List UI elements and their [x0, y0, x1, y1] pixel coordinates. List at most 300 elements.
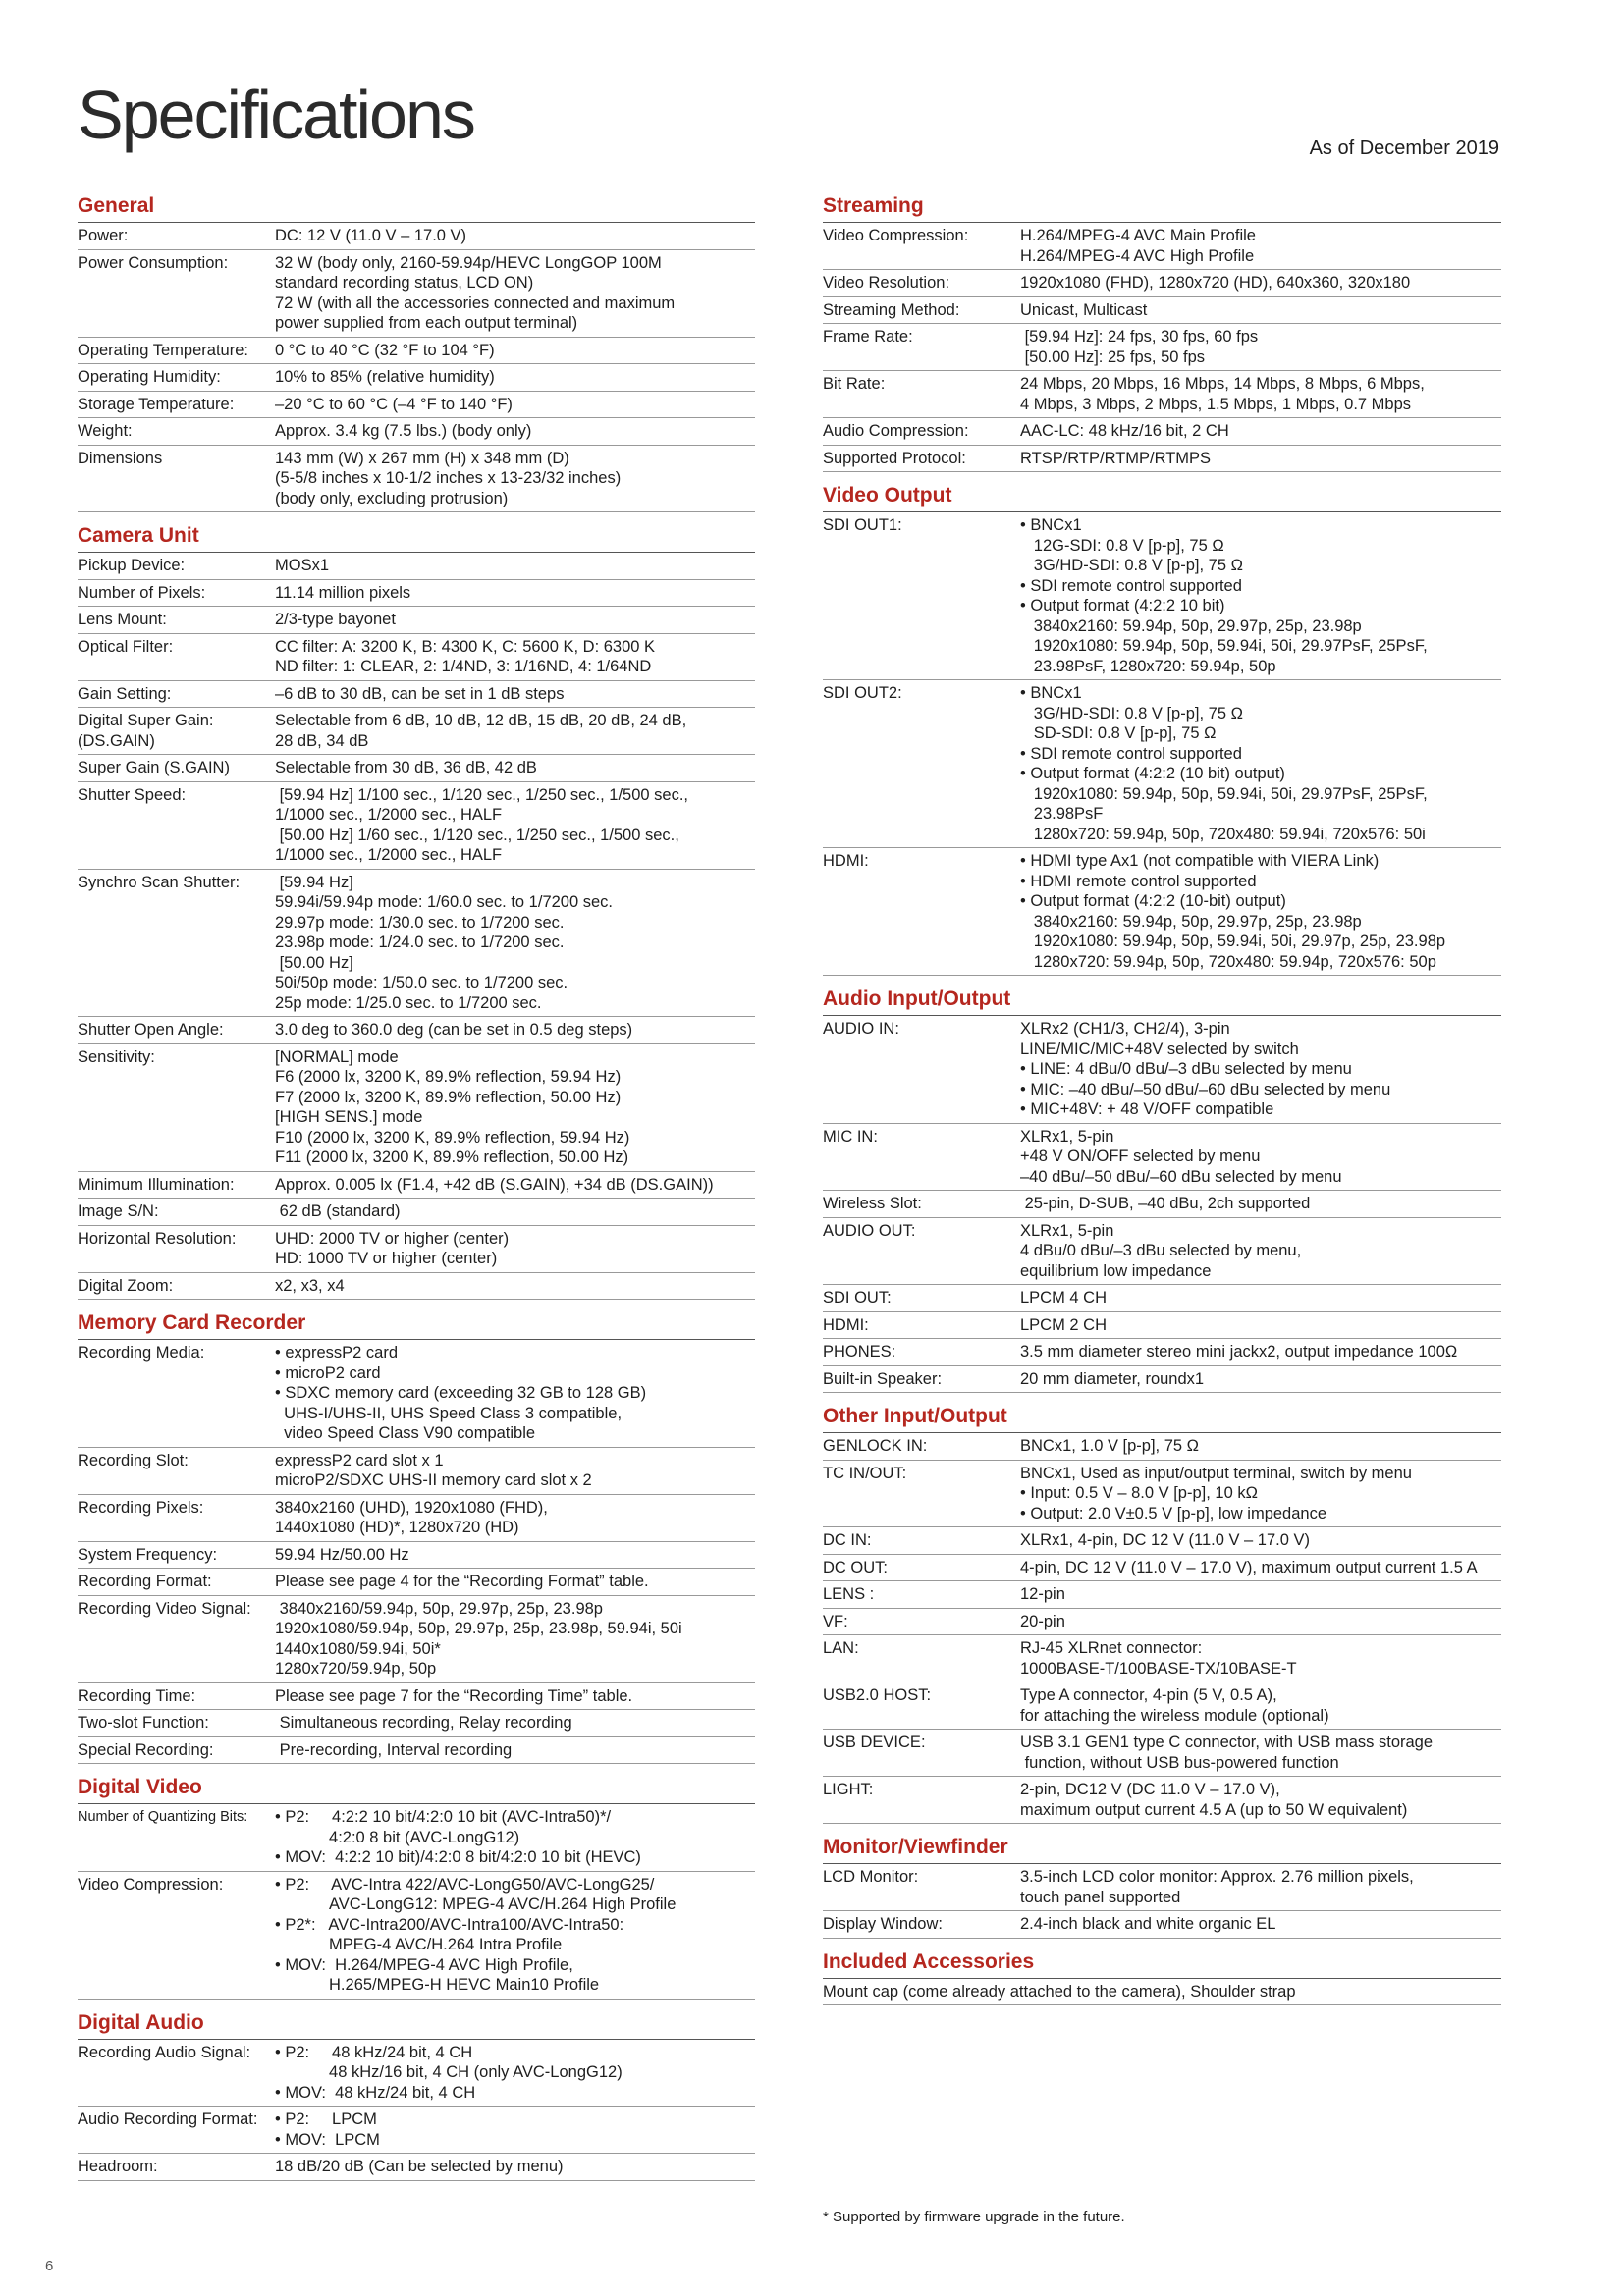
spec-value-line: ND filter: 1: CLEAR, 2: 1/4ND, 3: 1/16ND, 4: 1/64ND — [275, 658, 652, 675]
spec-value-line: DC: 12 V (11.0 V – 17.0 V) — [275, 227, 467, 244]
spec-row — [823, 1527, 1501, 1555]
spec-label: Video Resolution: — [823, 274, 950, 292]
spec-row — [823, 1777, 1501, 1824]
spec-label: PHONES: — [823, 1343, 896, 1361]
spec-value-line: • MOV: 48 kHz/24 bit, 4 CH — [275, 2083, 476, 2102]
spec-value — [275, 1451, 755, 1491]
spec-label: Synchro Scan Shutter: — [78, 873, 241, 891]
spec-value-line: 28 dB, 34 dB — [275, 731, 369, 750]
spec-value-line: expressP2 card slot x 1 — [275, 1451, 444, 1469]
spec-value-line: CC filter: A: 3200 K, B: 4300 K, C: 5600 K, D: 6300 K — [275, 637, 656, 656]
spec-label: Recording Slot: — [78, 1451, 189, 1469]
spec-value-line: 4 dBu/0 dBu/–3 dBu selected by menu, — [1020, 1242, 1302, 1259]
spec-row — [823, 1911, 1501, 1939]
spec-value-line: • expressP2 card — [275, 1344, 398, 1362]
section-included-accessories — [823, 1949, 1501, 2006]
spec-value-line: 4 Mbps, 3 Mbps, 2 Mbps, 1.5 Mbps, 1 Mbps, 0.7 Mbps — [1020, 395, 1412, 413]
spec-value — [1020, 851, 1501, 972]
spec-value-line: Mount cap (come already attached to the camera), Shoulder strap — [823, 1982, 1296, 2001]
section-heading: Other Input/Output — [823, 1403, 1501, 1433]
spec-value — [275, 1572, 755, 1592]
spec-value-line: +48 V ON/OFF selected by menu — [1020, 1148, 1261, 1165]
spec-value — [275, 1875, 755, 1996]
spec-value-line: F11 (2000 lx, 3200 K, 89.9% reflection, 50.00 Hz) — [275, 1148, 629, 1166]
spec-value — [275, 226, 755, 246]
spec-value-line: LPCM 2 CH — [1020, 1315, 1108, 1334]
spec-value — [275, 758, 755, 778]
spec-row — [823, 297, 1501, 325]
spec-label: Shutter Speed: — [78, 785, 187, 804]
spec-value-line: 3.5-inch LCD color monitor: Approx. 2.76 million pixels, — [1020, 1868, 1414, 1886]
spec-row — [78, 1683, 755, 1711]
spec-label: Horizontal Resolution: — [78, 1229, 237, 1248]
spec-value — [275, 1740, 755, 1761]
spec-value-line: • MOV: LPCM — [275, 2130, 380, 2149]
spec-label: DC OUT: — [823, 1558, 888, 1576]
spec-value-line: [59.94 Hz] — [275, 873, 353, 891]
spec-row — [78, 708, 755, 755]
spec-row — [823, 1461, 1501, 1528]
spec-label: Built-in Speaker: — [823, 1369, 943, 1388]
spec-value-line: –6 dB to 30 dB, can be set in 1 dB steps — [275, 684, 565, 703]
spec-label: System Frequency: — [78, 1545, 218, 1564]
spec-value-line: 3.0 deg to 360.0 deg (can be set in 0.5 deg steps) — [275, 1021, 633, 1039]
section-heading: General — [78, 192, 755, 223]
spec-value — [275, 2157, 755, 2177]
spec-row — [823, 1312, 1501, 1340]
section-camera-unit — [78, 522, 755, 1300]
spec-value-line: Approx. 3.4 kg (7.5 lbs.) (body only) — [275, 422, 532, 440]
spec-label: DC IN: — [823, 1531, 872, 1549]
spec-row — [823, 848, 1501, 976]
spec-value-line: 23.98PsF — [1020, 805, 1104, 823]
spec-value-line: 59.94i/59.94p mode: 1/60.0 sec. to 1/7200 sec. — [275, 893, 613, 911]
spec-row — [78, 223, 755, 250]
spec-value-line: 23.98p mode: 1/24.0 sec. to 1/7200 sec. — [275, 934, 565, 951]
spec-row — [78, 1804, 755, 1872]
spec-value-line: –40 dBu/–50 dBu/–60 dBu selected by menu — [1020, 1167, 1342, 1186]
spec-value-line: 20 mm diameter, roundx1 — [1020, 1369, 1205, 1388]
spec-row — [78, 634, 755, 681]
spec-label: Sensitivity: — [78, 1047, 155, 1066]
spec-value-line: 3G/HD-SDI: 0.8 V [p-p], 75 Ω — [1020, 704, 1243, 722]
spec-value — [275, 711, 755, 751]
spec-value-line: UHD: 2000 TV or higher (center) — [275, 1229, 510, 1248]
spec-label: LCD Monitor: — [823, 1868, 919, 1886]
spec-row — [78, 446, 755, 513]
spec-value-line: • BNCx1 — [1020, 684, 1082, 702]
spec-value-line: 1280x720: 59.94p, 50p, 720x480: 59.94i, 720x576: 50i — [1020, 825, 1426, 843]
spec-value — [1020, 515, 1501, 676]
spec-value-line: standard recording status, LCD ON) — [275, 274, 534, 292]
spec-value — [275, 2043, 755, 2104]
section-video-output — [823, 482, 1501, 976]
spec-row — [78, 580, 755, 608]
spec-value-line: [50.00 Hz] 1/60 sec., 1/120 sec., 1/250 sec., 1/500 sec., — [275, 826, 679, 844]
spec-label: Recording Audio Signal: — [78, 2043, 251, 2061]
spec-value-line: Please see page 4 for the “Recording Format” table. — [275, 1573, 649, 1590]
spec-value-line: XLRx1, 5-pin — [1020, 1221, 1114, 1240]
spec-value-line: maximum output current 4.5 A (up to 50 W equivalent) — [1020, 1800, 1408, 1819]
spec-value-line: AAC-LC: 48 kHz/16 bit, 2 CH — [1020, 422, 1229, 440]
spec-value — [1020, 421, 1501, 442]
spec-value — [1020, 1780, 1501, 1820]
spec-label: Storage Temperature: — [78, 395, 235, 413]
spec-value — [275, 1807, 755, 1868]
spec-label: SDI OUT1: — [823, 516, 902, 534]
spec-value — [275, 1545, 755, 1566]
spec-value-line: function, without USB bus-powered function — [1020, 1753, 1339, 1772]
spec-value-line: 1440x1080/59.94i, 50i* — [275, 1639, 441, 1658]
spec-row — [78, 418, 755, 446]
spec-value — [275, 1686, 755, 1707]
spec-value-line: • HDMI remote control supported — [1020, 872, 1257, 890]
spec-value-line: Unicast, Multicast — [1020, 300, 1148, 319]
spec-label: SDI OUT2: — [823, 684, 902, 702]
spec-value-line: 50i/50p mode: 1/50.0 sec. to 1/7200 sec. — [275, 974, 568, 991]
spec-row — [78, 553, 755, 580]
spec-label: USB2.0 HOST: — [823, 1686, 932, 1704]
spec-value-line: • LINE: 4 dBu/0 dBu/–3 dBu selected by menu — [1020, 1060, 1352, 1078]
spec-value-line: RJ-45 XLRnet connector: — [1020, 1639, 1203, 1657]
spec-row — [823, 1581, 1501, 1609]
spec-value — [1020, 1369, 1501, 1390]
spec-value-line: 1920x1080: 59.94p, 50p, 59.94i, 50i, 29.97PsF, 25PsF, — [1020, 637, 1428, 655]
spec-value-line: • Output: 2.0 V±0.5 V [p-p], low impedance — [1020, 1504, 1327, 1522]
spec-row — [78, 1542, 755, 1570]
spec-label: Gain Setting: — [78, 684, 172, 703]
spec-value-line: 12-pin — [1020, 1585, 1065, 1603]
spec-value — [275, 1020, 755, 1041]
section-other-input-output — [823, 1403, 1501, 1824]
section-heading: Memory Card Recorder — [78, 1309, 755, 1340]
spec-label: Number of Quantizing Bits: — [78, 1809, 248, 1825]
spec-label: Operating Humidity: — [78, 368, 221, 386]
spec-value-line: [50.00 Hz] — [275, 953, 353, 972]
spec-value — [823, 1982, 1501, 2002]
spec-value-line: 3840x2160: 59.94p, 50p, 29.97p, 25p, 23.98p — [1020, 616, 1362, 635]
spec-value-line: • microP2 card — [275, 1363, 381, 1382]
section-heading: Video Output — [823, 482, 1501, 512]
spec-label: Display Window: — [823, 1915, 943, 1933]
spec-value-line: 24 Mbps, 20 Mbps, 16 Mbps, 14 Mbps, 8 Mbps, 6 Mbps, — [1020, 375, 1425, 393]
spec-value — [275, 1713, 755, 1734]
page-number: 6 — [45, 2258, 54, 2274]
spec-value-line: 0 °C to 40 °C (32 °F to 104 °F) — [275, 341, 495, 359]
spec-value-line: 12G-SDI: 0.8 V [p-p], 75 Ω — [1020, 536, 1224, 555]
spec-value-line: video Speed Class V90 compatible — [275, 1424, 536, 1442]
spec-value — [1020, 1019, 1501, 1120]
spec-value-line: USB 3.1 GEN1 type C connector, with USB mass storage — [1020, 1734, 1434, 1751]
spec-label: Lens Mount: — [78, 611, 167, 628]
spec-label: LAN: — [823, 1639, 859, 1657]
spec-row — [823, 1339, 1501, 1366]
spec-row — [823, 270, 1501, 297]
spec-value — [275, 421, 755, 442]
spec-value — [275, 684, 755, 705]
spec-row — [78, 1448, 755, 1495]
spec-value — [275, 1175, 755, 1196]
spec-row — [823, 680, 1501, 848]
spec-value-line: (body only, excluding protrusion) — [275, 489, 509, 507]
spec-label: Frame Rate: — [823, 328, 913, 346]
spec-value — [1020, 1221, 1501, 1282]
spec-value-line: 25-pin, D-SUB, –40 dBu, 2ch supported — [1020, 1195, 1311, 1212]
spec-value-line: XLRx1, 4-pin, DC 12 V (11.0 V – 17.0 V) — [1020, 1531, 1311, 1549]
as-of-date: As of December 2019 — [1309, 137, 1499, 159]
spec-row — [78, 2040, 755, 2108]
spec-value — [1020, 1612, 1501, 1632]
spec-value — [1020, 1584, 1501, 1605]
spec-row — [823, 446, 1501, 473]
spec-value-line: 48 kHz/16 bit, 4 CH (only AVC-LongG12) — [275, 2063, 623, 2081]
spec-value-line: microP2/SDXC UHS-II memory card slot x 2 — [275, 1471, 592, 1489]
spec-label: VF: — [823, 1612, 848, 1630]
section-audio-input-output — [823, 986, 1501, 1393]
spec-value — [275, 1229, 755, 1269]
footnote: * Supported by firmware upgrade in the future. — [823, 2209, 1125, 2225]
spec-value-line: • Output format (4:2:2 (10-bit) output) — [1020, 892, 1286, 910]
spec-value — [1020, 1315, 1501, 1336]
spec-value — [1020, 1342, 1501, 1362]
spec-value — [1020, 1288, 1501, 1308]
spec-label: Video Compression: — [78, 1875, 224, 1894]
spec-label: AUDIO OUT: — [823, 1221, 916, 1240]
spec-row — [78, 870, 755, 1018]
spec-label: Weight: — [78, 422, 133, 440]
spec-label: Number of Pixels: — [78, 583, 206, 602]
left-column — [78, 192, 755, 2191]
spec-row — [823, 1635, 1501, 1682]
spec-value — [275, 873, 755, 1014]
spec-value-line: F7 (2000 lx, 3200 K, 89.9% reflection, 50.00 Hz) — [275, 1088, 622, 1106]
spec-row — [823, 371, 1501, 418]
spec-row — [78, 2154, 755, 2181]
spec-label: Recording Time: — [78, 1686, 196, 1705]
spec-value — [275, 556, 755, 576]
spec-label: Image S/N: — [78, 1202, 159, 1220]
spec-value-line: Pre-recording, Interval recording — [275, 1740, 513, 1759]
spec-value — [275, 1343, 755, 1444]
spec-value — [1020, 1914, 1501, 1935]
spec-value-line: • MOV: 4:2:2 10 bit)/4:2:0 8 bit/4:2:0 10 bit (HEVC) — [275, 1848, 641, 1866]
spec-value-line: LPCM 4 CH — [1020, 1289, 1108, 1307]
spec-label: Recording Format: — [78, 1573, 212, 1590]
spec-value-line: 1/1000 sec., 1/2000 sec., HALF — [275, 846, 503, 864]
spec-value-line: 2.4-inch black and white organic EL — [1020, 1915, 1276, 1933]
spec-row — [78, 1044, 755, 1172]
spec-row — [823, 1191, 1501, 1218]
spec-label: Power: — [78, 227, 129, 244]
spec-value-line: • BNCx1 — [1020, 516, 1082, 534]
spec-value-line: 2-pin, DC12 V (DC 11.0 V – 17.0 V), — [1020, 1781, 1280, 1798]
spec-row — [823, 1433, 1501, 1461]
spec-value-line: H.264/MPEG-4 AVC High Profile — [1020, 246, 1255, 265]
spec-value-line: power supplied from each output terminal) — [275, 314, 578, 332]
spec-value-line: 10% to 85% (relative humidity) — [275, 368, 495, 386]
spec-value-line: Please see page 7 for the “Recording Time” table. — [275, 1686, 633, 1705]
spec-value-line: • MOV: H.264/MPEG-4 AVC High Profile, — [275, 1955, 573, 1974]
spec-value — [1020, 226, 1501, 266]
spec-value-line: 25p mode: 1/25.0 sec. to 1/7200 sec. — [275, 993, 542, 1012]
section-heading: Audio Input/Output — [823, 986, 1501, 1016]
section-streaming — [823, 192, 1501, 472]
spec-label: Recording Video Signal: — [78, 1599, 251, 1618]
section-general — [78, 192, 755, 512]
spec-label: AUDIO IN: — [823, 1020, 899, 1038]
spec-row — [78, 338, 755, 365]
spec-value — [1020, 1733, 1501, 1773]
spec-label: Recording Pixels: — [78, 1498, 204, 1517]
spec-label: GENLOCK IN: — [823, 1437, 928, 1455]
spec-value-line: • SDI remote control supported — [1020, 576, 1242, 595]
spec-value-line: • P2: 48 kHz/24 bit, 4 CH — [275, 2043, 473, 2061]
spec-value-line: SD-SDI: 0.8 V [p-p], 75 Ω — [1020, 724, 1217, 742]
spec-value-line: HD: 1000 TV or higher (center) — [275, 1250, 498, 1267]
spec-value-line: equilibrium low impedance — [1020, 1261, 1212, 1280]
spec-row — [78, 1172, 755, 1200]
spec-value-line: BNCx1, 1.0 V [p-p], 75 Ω — [1020, 1437, 1199, 1455]
spec-value — [1020, 1638, 1501, 1679]
spec-value-line: • P2: 4:2:2 10 bit/4:2:0 10 bit (AVC-Intra50)*/ — [275, 1808, 612, 1826]
spec-value — [275, 449, 755, 509]
spec-value-line: for attaching the wireless module (optional) — [1020, 1706, 1329, 1725]
spec-value — [275, 341, 755, 361]
spec-label: Supported Protocol: — [823, 449, 966, 467]
spec-value-line: AVC-LongG12: MPEG-4 AVC/H.264 High Profile — [275, 1896, 677, 1913]
spec-value-line: 29.97p mode: 1/30.0 sec. to 1/7200 sec. — [275, 913, 565, 932]
spec-value — [275, 1498, 755, 1538]
section-digital-video — [78, 1774, 755, 2000]
spec-value-line: 3840x2160: 59.94p, 50p, 29.97p, 25p, 23.98p — [1020, 912, 1362, 931]
section-heading: Streaming — [823, 192, 1501, 223]
spec-value-line: 1920x1080/59.94p, 50p, 29.97p, 25p, 23.98p, 59.94i, 50i — [275, 1620, 682, 1637]
spec-label: Pickup Device: — [78, 557, 186, 574]
spec-label: Optical Filter: — [78, 637, 174, 656]
spec-value-line: LINE/MIC/MIC+48V selected by switch — [1020, 1040, 1299, 1058]
spec-value-line: MPEG-4 AVC/H.264 Intra Profile — [275, 1936, 563, 1953]
spec-value — [275, 610, 755, 630]
spec-value-line: 18 dB/20 dB (Can be selected by menu) — [275, 2158, 564, 2175]
spec-value-line: 3840x2160/59.94p, 50p, 29.97p, 25p, 23.98p — [275, 1599, 603, 1618]
spec-value-line: –20 °C to 60 °C (–4 °F to 140 °F) — [275, 395, 513, 413]
spec-value-line: Selectable from 6 dB, 10 dB, 12 dB, 15 dB, 20 dB, 24 dB, — [275, 712, 687, 729]
spec-value-line: 32 W (body only, 2160-59.94p/HEVC LongGOP 100M — [275, 253, 662, 272]
spec-value — [275, 367, 755, 388]
spec-label: Video Compression: — [823, 227, 969, 244]
spec-value — [275, 1047, 755, 1168]
spec-row — [823, 324, 1501, 371]
spec-value — [1020, 449, 1501, 469]
spec-row — [78, 1273, 755, 1301]
spec-row — [823, 1979, 1501, 2006]
spec-row — [78, 364, 755, 392]
spec-label: MIC IN: — [823, 1127, 878, 1146]
spec-value-line: 1280x720: 59.94p, 50p, 720x480: 59.94p, 720x576: 50p — [1020, 952, 1436, 971]
spec-value-line: Selectable from 30 dB, 36 dB, 42 dB — [275, 759, 537, 776]
spec-value-line: H.264/MPEG-4 AVC Main Profile — [1020, 227, 1256, 244]
spec-row — [823, 1864, 1501, 1911]
spec-value-line: [NORMAL] mode — [275, 1047, 399, 1066]
spec-label: SDI OUT: — [823, 1289, 892, 1307]
spec-value-line: 72 W (with all the accessories connected and maximum — [275, 294, 676, 312]
spec-row — [78, 392, 755, 419]
spec-value-line: 3.5 mm diameter stereo mini jackx2, output impedance 100Ω — [1020, 1343, 1458, 1361]
spec-row — [823, 1682, 1501, 1730]
spec-value — [1020, 1127, 1501, 1188]
spec-value — [275, 1201, 755, 1222]
spec-label: USB DEVICE: — [823, 1734, 926, 1751]
spec-row — [823, 223, 1501, 270]
spec-label: Bit Rate: — [823, 375, 886, 393]
spec-row — [823, 1124, 1501, 1192]
spec-value-line: [50.00 Hz]: 25 fps, 50 fps — [1020, 347, 1206, 366]
spec-value-line: UHS-I/UHS-II, UHS Speed Class 3 compatible, — [275, 1404, 623, 1422]
spec-value-line: BNCx1, Used as input/output terminal, switch by menu — [1020, 1464, 1412, 1482]
spec-value-line: MOSx1 — [275, 557, 330, 574]
spec-value — [1020, 273, 1501, 294]
spec-value-line: • MIC: –40 dBu/–50 dBu/–60 dBu selected by menu — [1020, 1080, 1391, 1098]
spec-value — [1020, 1867, 1501, 1907]
spec-row — [78, 1017, 755, 1044]
spec-value — [275, 1599, 755, 1680]
spec-label: Shutter Open Angle: — [78, 1021, 224, 1039]
section-heading: Monitor/Viewfinder — [823, 1834, 1501, 1864]
spec-value-line: 3G/HD-SDI: 0.8 V [p-p], 75 Ω — [1020, 557, 1243, 574]
spec-value-line: 1280x720/59.94p, 50p — [275, 1660, 437, 1678]
spec-value-line: [59.94 Hz] 1/100 sec., 1/120 sec., 1/250 sec., 1/500 sec., — [275, 785, 689, 804]
spec-value-line: 59.94 Hz/50.00 Hz — [275, 1545, 409, 1564]
section-heading: Digital Video — [78, 1774, 755, 1804]
spec-row — [78, 1596, 755, 1683]
page-title: Specifications — [78, 77, 474, 153]
spec-value-line: • SDI remote control supported — [1020, 744, 1242, 763]
spec-label: Dimensions — [78, 449, 163, 467]
spec-value-line: x2, x3, x4 — [275, 1276, 345, 1295]
spec-row — [823, 1555, 1501, 1582]
spec-row — [78, 782, 755, 870]
spec-label: Headroom: — [78, 2158, 158, 2175]
spec-value-line: 1920x1080: 59.94p, 50p, 59.94i, 50i, 29.97PsF, 25PsF, — [1020, 784, 1428, 803]
spec-value-line: Simultaneous recording, Relay recording — [275, 1714, 572, 1732]
section-digital-audio — [78, 2009, 755, 2181]
spec-value-line: [59.94 Hz]: 24 fps, 30 fps, 60 fps — [1020, 328, 1259, 346]
spec-value — [1020, 1685, 1501, 1726]
spec-row — [78, 250, 755, 338]
spec-label: Power Consumption: — [78, 253, 229, 272]
spec-row — [823, 1285, 1501, 1312]
spec-label: Wireless Slot: — [823, 1195, 922, 1212]
spec-row — [78, 1495, 755, 1542]
spec-value-line: (5-5/8 inches x 10-1/2 inches x 13-23/32 inches) — [275, 469, 622, 487]
spec-value-line: XLRx2 (CH1/3, CH2/4), 3-pin — [1020, 1020, 1230, 1038]
spec-value-line: F6 (2000 lx, 3200 K, 89.9% reflection, 59.94 Hz) — [275, 1068, 622, 1086]
spec-row — [78, 1737, 755, 1765]
spec-value — [275, 637, 755, 677]
spec-row — [78, 1340, 755, 1448]
spec-label: Super Gain (S.GAIN) — [78, 759, 230, 776]
spec-row — [78, 2107, 755, 2154]
spec-value — [275, 395, 755, 415]
spec-value-line: 62 dB (standard) — [275, 1202, 401, 1220]
spec-value — [1020, 683, 1501, 844]
spec-value — [1020, 1530, 1501, 1551]
spec-value — [275, 583, 755, 604]
spec-value-line: Type A connector, 4-pin (5 V, 0.5 A), — [1020, 1686, 1277, 1704]
section-heading: Digital Audio — [78, 2009, 755, 2040]
spec-value-line: • P2: AVC-Intra 422/AVC-LongG50/AVC-LongG25/ — [275, 1875, 655, 1894]
spec-value-line: 1920x1080 (FHD), 1280x720 (HD), 640x360, 320x180 — [1020, 274, 1411, 292]
